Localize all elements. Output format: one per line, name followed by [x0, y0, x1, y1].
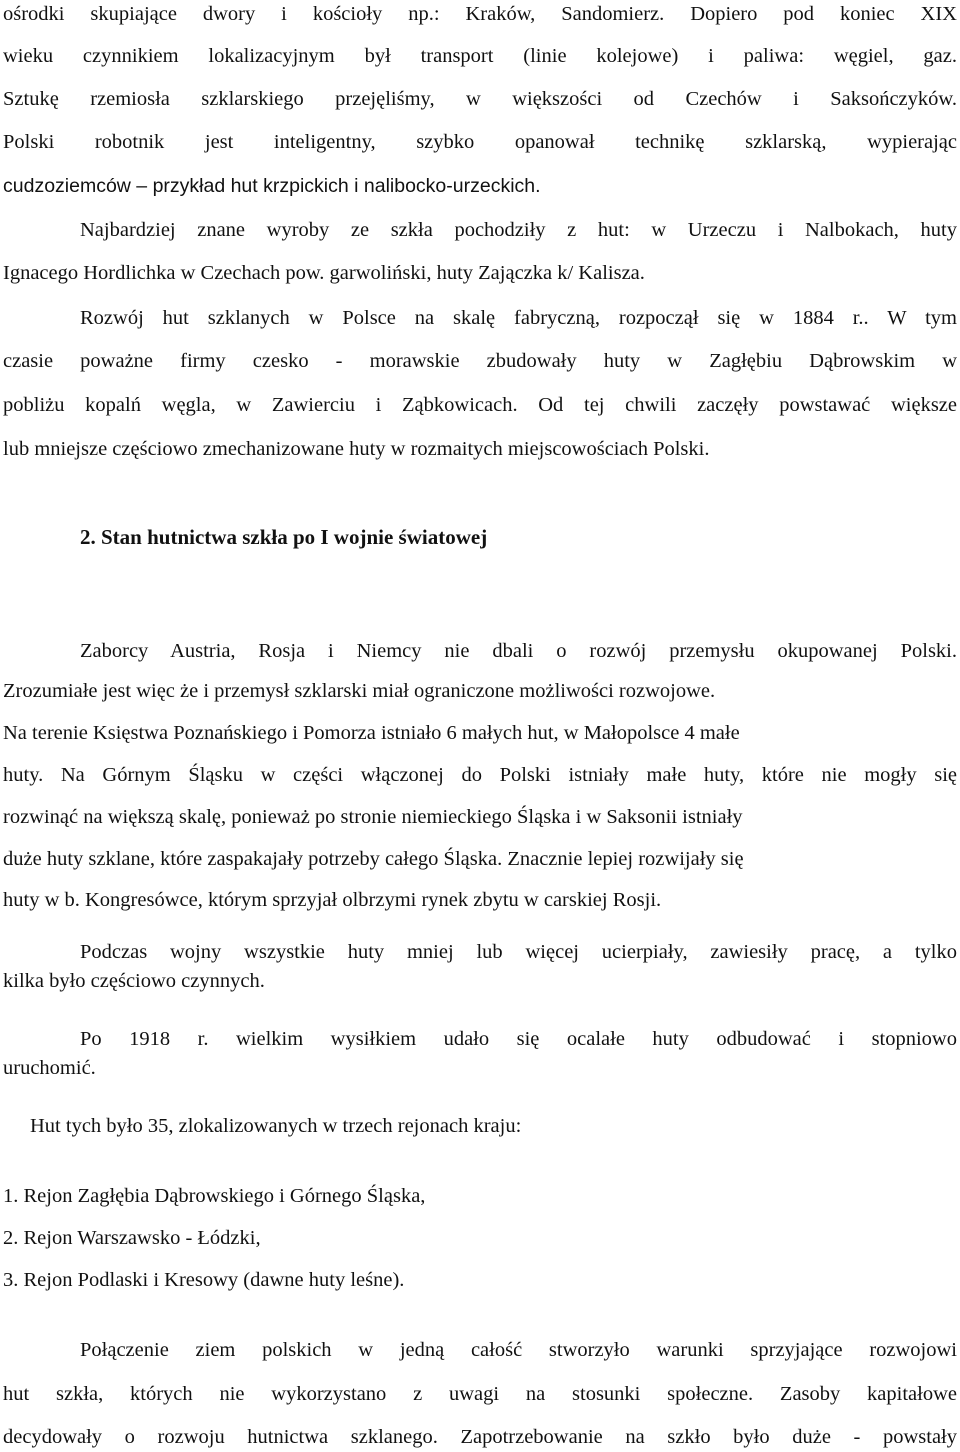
- section-number: 2.: [80, 525, 96, 549]
- paragraph-line: Polski robotnik jest inteligentny, szybko opanował technikę szklarską, wypierając: [3, 131, 957, 153]
- paragraph-line: Hut tych było 35, zlokalizowanych w trzech rejonach kraju:: [30, 1115, 522, 1137]
- paragraph-line: ośrodki skupiające dwory i kościoły np.: Kraków, Sandomierz. Dopiero pod koniec XIX: [3, 3, 957, 25]
- paragraph-line: Po 1918 r. wielkim wysiłkiem udało się ocalałe huty odbudować i stopniowo: [80, 1028, 957, 1050]
- section-title: Stan hutnictwa szkła po I wojnie światowej: [101, 525, 488, 549]
- paragraph-line: rozwinąć na większą skalę, ponieważ po stronie niemieckiego Śląska i w Saksonii istniały: [3, 806, 743, 828]
- paragraph-line: Na terenie Księstwa Poznańskiego i Pomorza istniało 6 małych hut, w Małopolsce 4 małe: [3, 722, 740, 744]
- paragraph-line: duże huty szklane, które zaspakajały potrzeby całego Śląska. Znacznie lepiej rozwijały się: [3, 848, 744, 870]
- paragraph-line: Ignacego Hordlichka w Czechach pow. garwoliński, huty Zajączka k/ Kalisza.: [3, 262, 645, 284]
- paragraph-line: cudzoziemców – przykład hut krzpickich i nalibocko-urzeckich.: [3, 175, 541, 197]
- document-page: [3, 0, 957, 1452]
- paragraph-line: Najbardziej znane wyroby ze szkła pochodziły z hut: w Urzeczu i Nalbokach, huty: [80, 219, 957, 241]
- paragraph-line: decydowały o rozwoju hutnictwa szklanego. Zapotrzebowanie na szkło było duże - powstały: [3, 1426, 957, 1448]
- paragraph-line: kilka było częściowo czynnych.: [3, 970, 265, 992]
- section-heading: [80, 524, 487, 550]
- paragraph-line: huty. Na Górnym Śląsku w części włączonej do Polski istniały małe huty, które nie mogły się: [3, 764, 957, 786]
- paragraph-line: Zrozumiałe jest więc że i przemysł szklarski miał ograniczone możliwości rozwojowe.: [3, 680, 716, 702]
- paragraph-line: lub mniejsze częściowo zmechanizowane huty w rozmaitych miejscowościach Polski.: [3, 438, 710, 460]
- list-item: 2. Rejon Warszawsko - Łódzki,: [3, 1227, 261, 1249]
- paragraph-line: Podczas wojny wszystkie huty mniej lub więcej ucierpiały, zawiesiły pracę, a tylko: [80, 941, 957, 963]
- paragraph-line: wieku czynnikiem lokalizacyjnym był transport (linie kolejowe) i paliwa: węgiel, gaz.: [3, 45, 957, 67]
- paragraph-line: huty w b. Kongresówce, którym sprzyjał olbrzymi rynek zbytu w carskiej Rosji.: [3, 889, 662, 911]
- paragraph-line: Połączenie ziem polskich w jedną całość stworzyło warunki sprzyjające rozwojowi: [80, 1339, 957, 1361]
- paragraph-line: Sztukę rzemiosła szklarskiego przejęliśmy, w większości od Czechów i Saksończyków.: [3, 88, 957, 110]
- paragraph-line: Rozwój hut szklanych w Polsce na skalę fabryczną, rozpoczął się w 1884 r.. W tym: [80, 307, 957, 329]
- paragraph-line: hut szkła, których nie wykorzystano z uwagi na stosunki społeczne. Zasoby kapitałowe: [3, 1383, 957, 1405]
- paragraph-line: Zaborcy Austria, Rosja i Niemcy nie dbali o rozwój przemysłu okupowanej Polski.: [80, 640, 957, 662]
- paragraph-line: czasie poważne firmy czesko - morawskie zbudowały huty w Zagłębiu Dąbrowskim w: [3, 350, 957, 372]
- list-item: 3. Rejon Podlaski i Kresowy (dawne huty leśne).: [3, 1269, 405, 1291]
- list-item: 1. Rejon Zagłębia Dąbrowskiego i Górnego Śląska,: [3, 1185, 426, 1207]
- paragraph-line: uruchomić.: [3, 1057, 96, 1079]
- paragraph-line: pobliżu kopalń węgla, w Zawierciu i Ząbkowicach. Od tej chwili zaczęły powstawać większe: [3, 394, 957, 416]
